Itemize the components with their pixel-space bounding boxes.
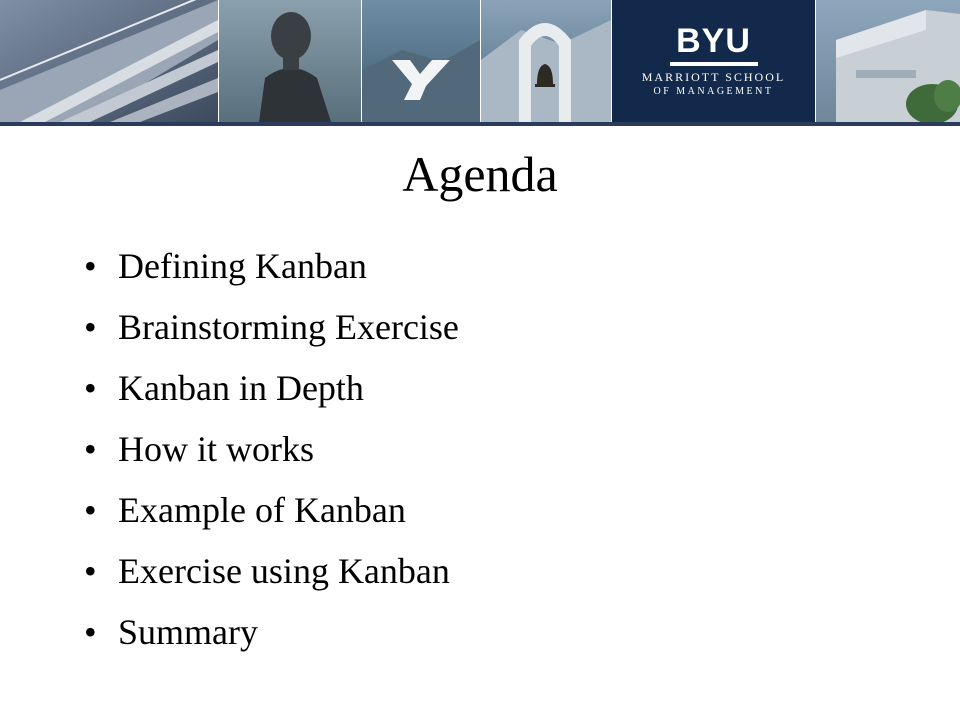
- agenda-item-label: Summary: [118, 612, 258, 652]
- bullet-icon: •: [84, 307, 97, 347]
- agenda-item-label: Example of Kanban: [118, 490, 406, 530]
- bullet-icon: •: [84, 246, 97, 286]
- bullet-icon: •: [84, 368, 97, 408]
- header-banner: [0, 0, 960, 122]
- list-item: [84, 480, 459, 541]
- agenda-list: [84, 236, 459, 663]
- slide-title: Agenda: [402, 146, 558, 202]
- brand-divider: [670, 62, 758, 66]
- banner-photo-mountain-y: [362, 0, 480, 122]
- agenda-item-label: Defining Kanban: [118, 246, 367, 286]
- list-item: [84, 358, 459, 419]
- brand-panel: [612, 0, 815, 122]
- agenda-item-label: Kanban in Depth: [118, 368, 364, 408]
- banner-photo-statue: [219, 0, 361, 122]
- banner-photo-building: [0, 0, 218, 122]
- list-item: [84, 602, 459, 663]
- bullet-icon: •: [84, 612, 97, 652]
- banner-divider: [0, 122, 960, 126]
- bullet-icon: •: [84, 551, 97, 591]
- list-item: [84, 541, 459, 602]
- bullet-icon: •: [84, 490, 97, 530]
- brand-logo: BYU: [676, 22, 751, 60]
- agenda-item-label: Exercise using Kanban: [118, 551, 450, 591]
- brand-school-subtitle: OF MANAGEMENT: [653, 86, 774, 97]
- list-item: [84, 297, 459, 358]
- agenda-item-label: Brainstorming Exercise: [118, 307, 459, 347]
- list-item: [84, 236, 459, 297]
- banner-photo-campus-building: [816, 0, 960, 122]
- bullet-icon: •: [84, 429, 97, 469]
- agenda-item-label: How it works: [118, 429, 314, 469]
- banner-photo-bell-tower: [481, 0, 611, 122]
- list-item: [84, 419, 459, 480]
- brand-school-name: MARRIOTT SCHOOL: [641, 70, 786, 84]
